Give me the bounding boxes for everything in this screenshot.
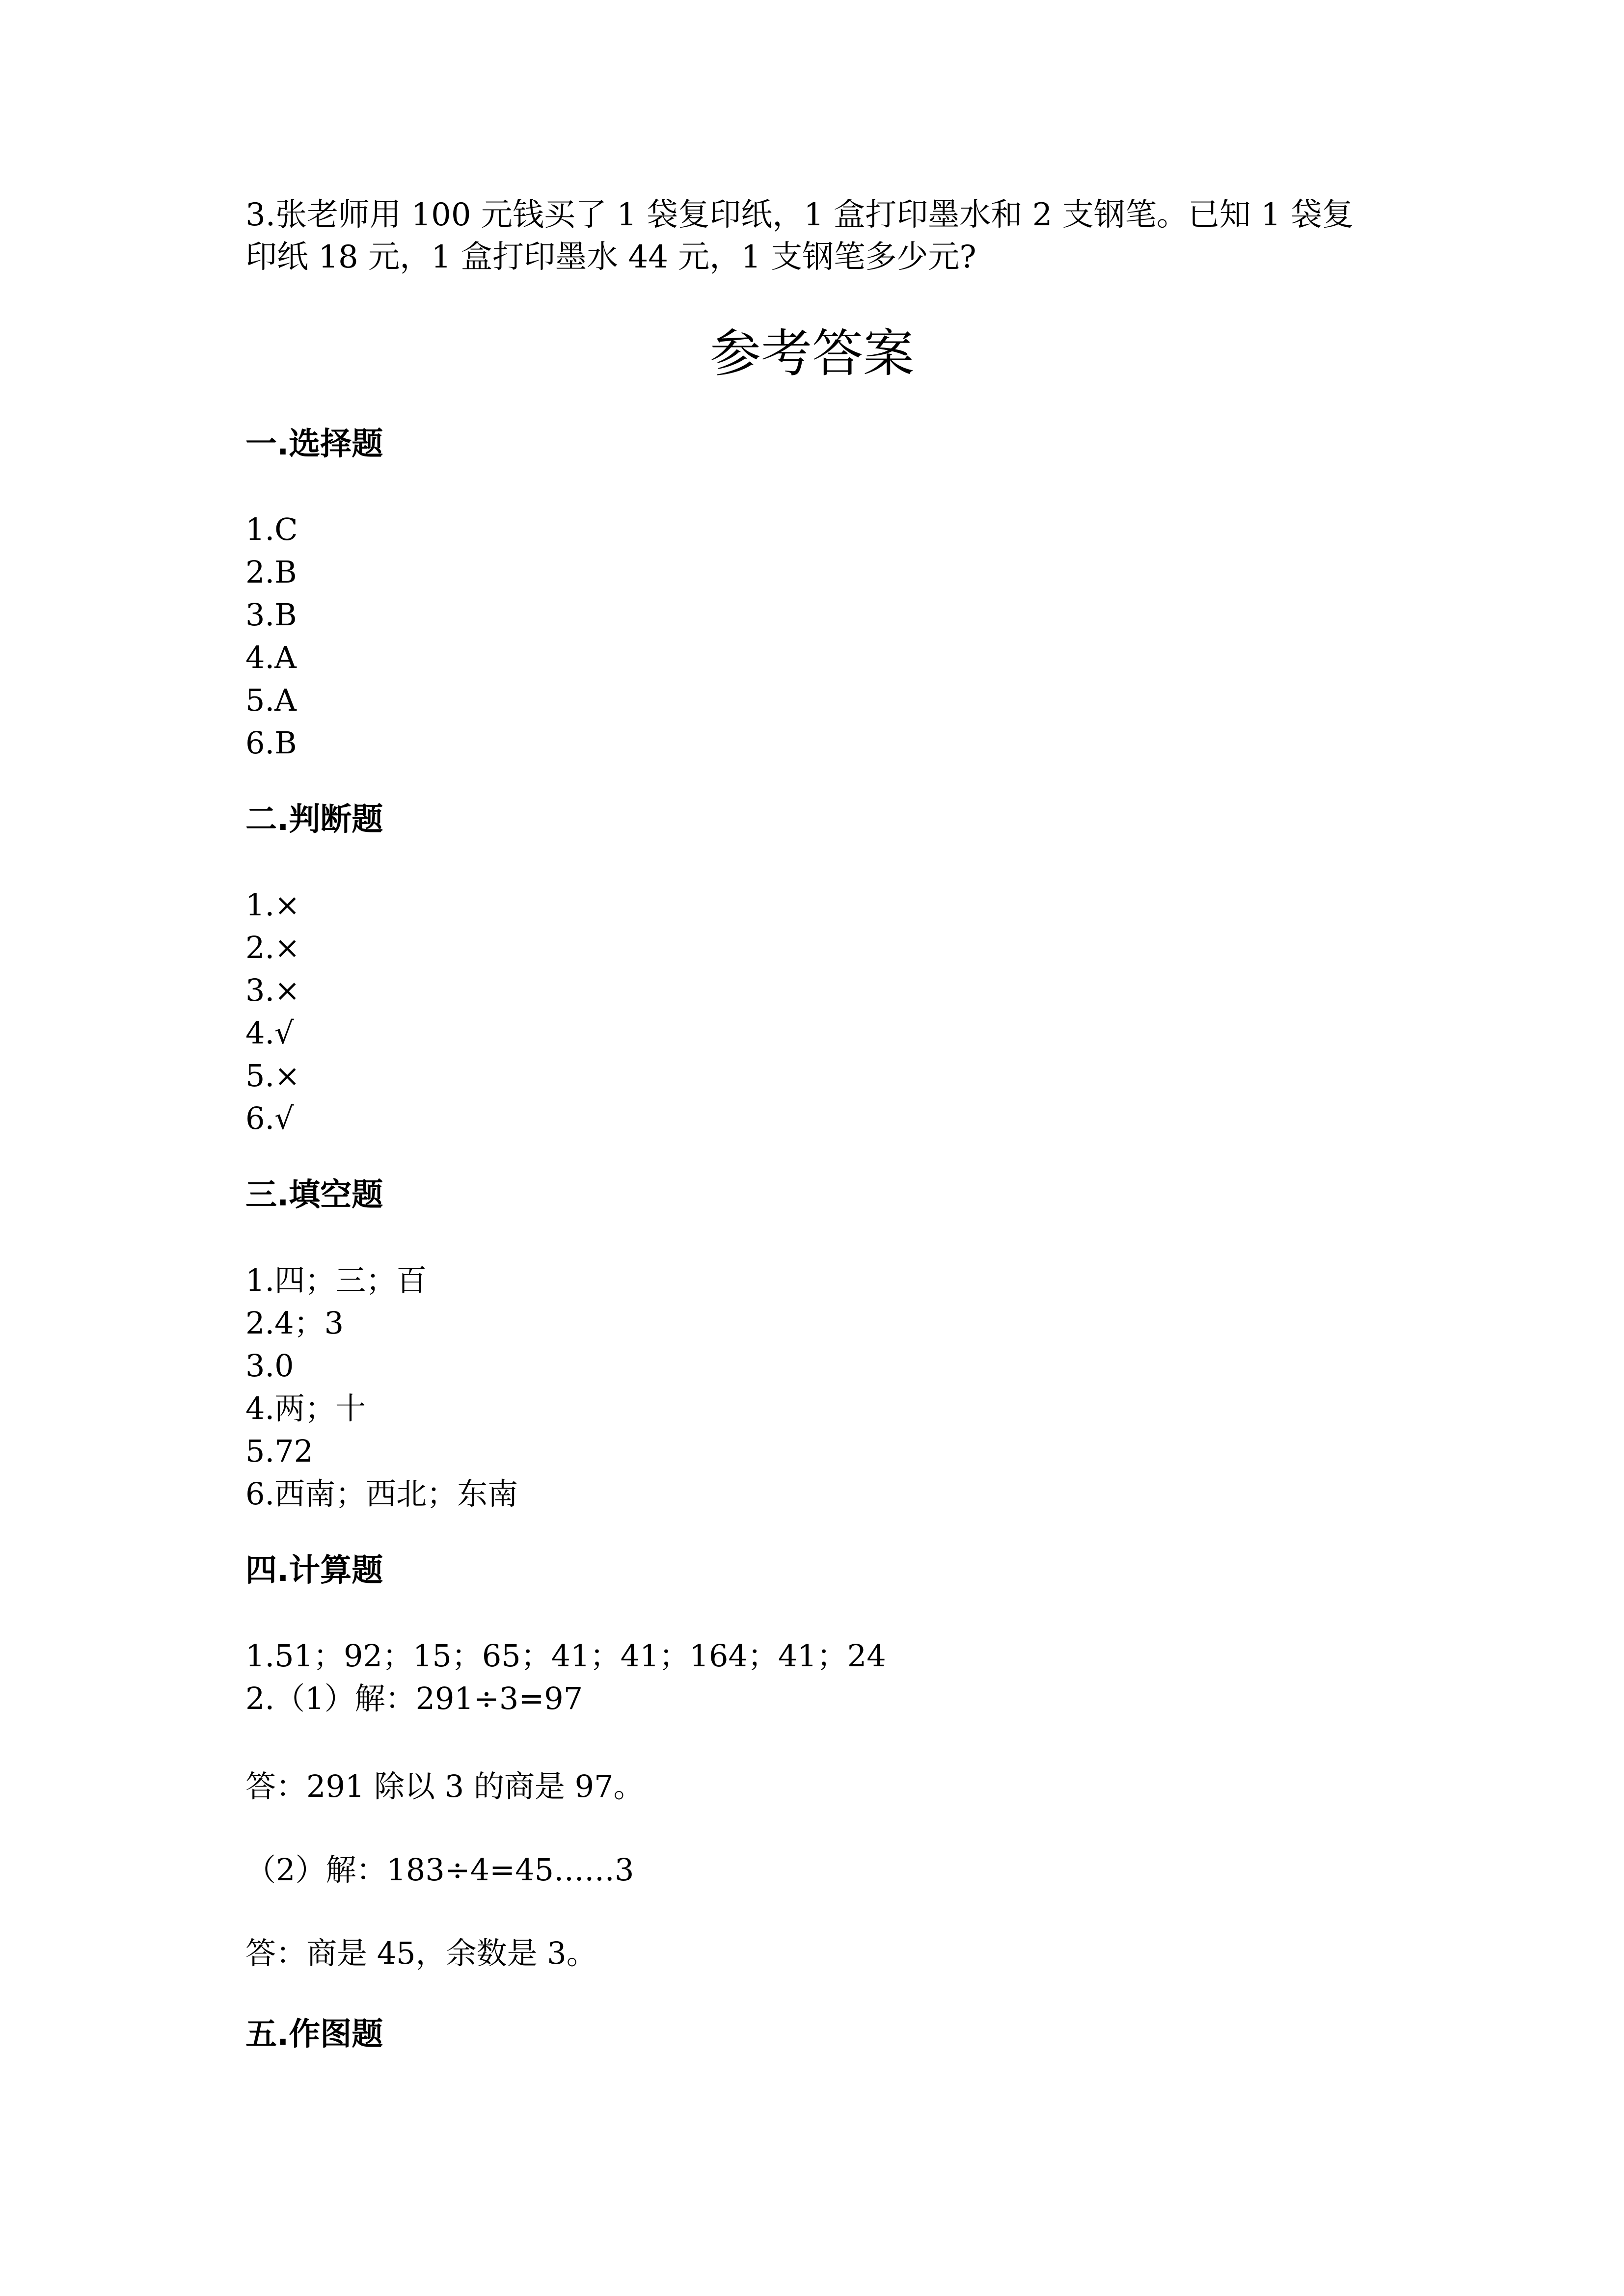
list-item: 5.72 xyxy=(245,1433,314,1469)
section-heading-judge: 二.判断题 xyxy=(245,801,383,838)
judge-answer-list xyxy=(245,883,300,1140)
list-item: 3.B xyxy=(245,597,297,633)
list-item: 3.× xyxy=(245,972,300,1008)
list-item: 4.√ xyxy=(245,1015,294,1051)
list-item: 3.0 xyxy=(245,1348,294,1384)
list-item: 2.4；3 xyxy=(245,1305,344,1341)
calc-part-2: （2）解：183÷4=45……3 xyxy=(245,1852,634,1888)
list-item: 2.× xyxy=(245,930,300,965)
list-item: 2.B xyxy=(245,554,297,590)
list-item: 5.× xyxy=(245,1058,300,1094)
section-heading-choice: 一.选择题 xyxy=(245,426,383,462)
list-item: 1.× xyxy=(245,887,300,923)
list-item: 4.A xyxy=(245,640,297,675)
calc-answer-2: 答：商是 45，余数是 3。 xyxy=(245,1935,597,1971)
calc-answer-1: 答：291 除以 3 的商是 97。 xyxy=(245,1768,644,1804)
choice-answer-list xyxy=(245,508,298,764)
section-heading-draw: 五.作图题 xyxy=(245,2016,383,2053)
calc-answer-list xyxy=(245,1634,886,1720)
fill-answer-list xyxy=(245,1259,518,1515)
list-item: 1.四；三；百 xyxy=(245,1262,427,1298)
list-item: 1.51；92；15；65；41；41；164；41；24 xyxy=(245,1638,886,1674)
list-item: 5.A xyxy=(245,682,297,718)
list-item: 2.（1）解：291÷3=97 xyxy=(245,1681,583,1716)
question-3-text: 3.张老师用 100 元钱买了 1 袋复印纸，1 盒打印墨水和 2 支钢笔。已知 1 袋复印纸 18 元，1 盒打印墨水 44 元，1 支钢笔多少元? xyxy=(245,197,1354,275)
section-heading-calc: 四.计算题 xyxy=(245,1552,383,1589)
list-item: 4.两；十 xyxy=(245,1390,366,1426)
list-item: 6.B xyxy=(245,725,297,761)
section-heading-fill: 三.填空题 xyxy=(245,1177,383,1213)
answer-key-title: 参考答案 xyxy=(709,323,914,383)
list-item: 6.西南；西北；东南 xyxy=(245,1476,518,1512)
list-item: 1.C xyxy=(245,511,298,547)
list-item: 6.√ xyxy=(245,1100,294,1136)
